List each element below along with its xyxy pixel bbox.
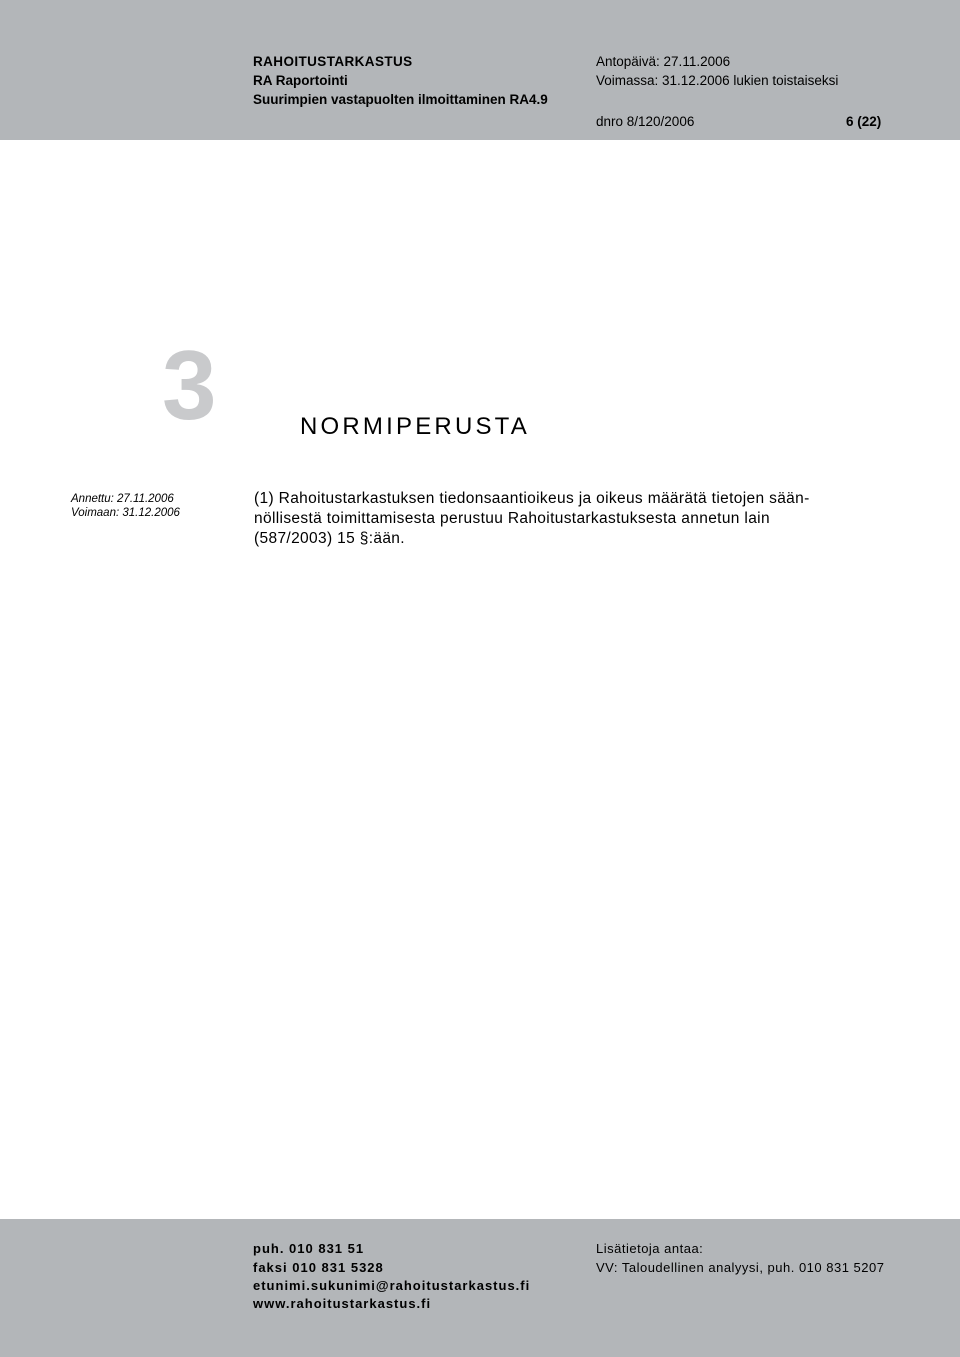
department-name: RA Raportointi — [253, 73, 348, 88]
side-notes — [71, 492, 221, 520]
paragraph-1 — [254, 489, 894, 549]
validity-date: Voimassa: 31.12.2006 lukien toistaiseksi — [596, 73, 839, 88]
reference-number: dnro 8/120/2006 — [596, 114, 695, 129]
chapter-title: NORMIPERUSTA — [300, 413, 530, 440]
page-number: 6 (22) — [846, 114, 882, 129]
page-header — [0, 0, 960, 140]
organization-name: RAHOITUSTARKASTUS — [253, 54, 413, 69]
issue-date: Antopäivä: 27.11.2006 — [596, 54, 731, 69]
paragraph-line: (587/2003) 15 §:ään. — [254, 530, 405, 547]
footer-phone: puh. 010 831 51 — [253, 1241, 365, 1256]
chapter-number: 3 — [162, 330, 217, 440]
given-date-note: Annettu: 27.11.2006 — [71, 493, 174, 505]
footer-contact-label: Lisätietoja antaa: — [596, 1241, 704, 1256]
page-footer — [0, 1219, 960, 1357]
paragraph-line: (1) Rahoitustarkastuksen tiedonsaantioikeus ja oikeus määrätä tietojen sään- — [254, 490, 810, 507]
footer-website: www.rahoitustarkastus.fi — [253, 1296, 432, 1311]
footer-email: etunimi.sukunimi@rahoitustarkastus.fi — [253, 1278, 531, 1293]
effective-date-note: Voimaan: 31.12.2006 — [71, 507, 180, 519]
document-subject: Suurimpien vastapuolten ilmoittaminen RA4.9 — [253, 92, 548, 107]
footer-contact-info: VV: Taloudellinen analyysi, puh. 010 831 5207 — [596, 1260, 885, 1275]
footer-fax: faksi 010 831 5328 — [253, 1260, 384, 1275]
paragraph-line: nöllisestä toimittamisesta perustuu Rahoitustarkastuksesta annetun lain — [254, 510, 770, 527]
